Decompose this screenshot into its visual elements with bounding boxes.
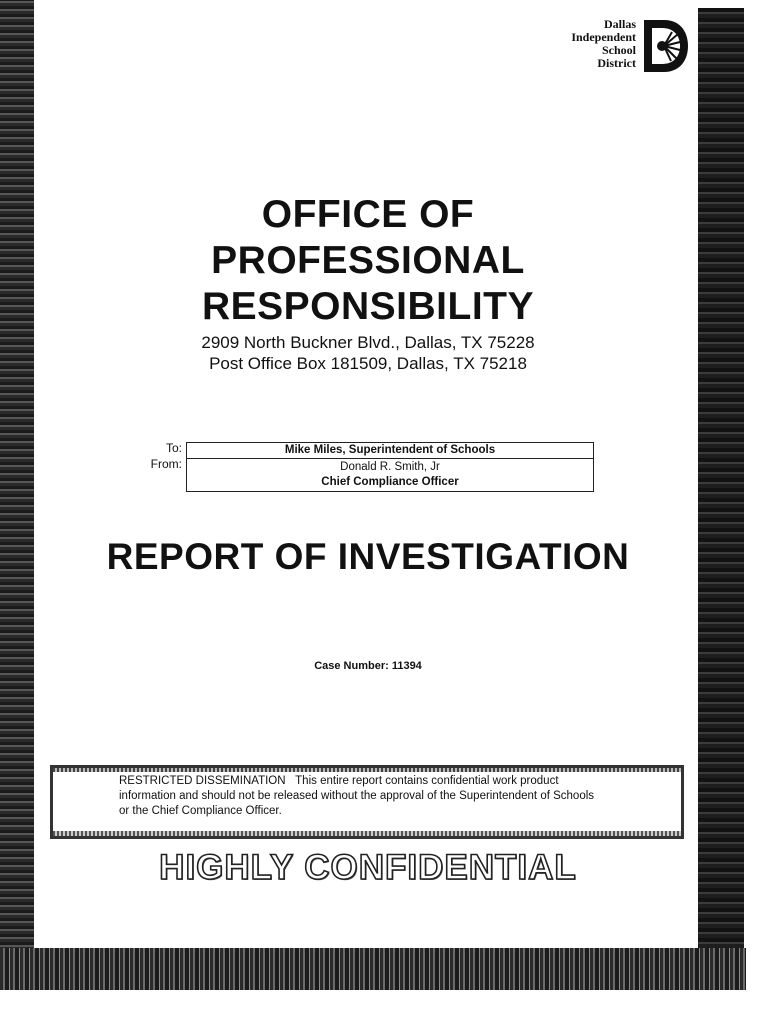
from-name: Donald R. Smith, Jr [340,461,440,473]
scan-edge-right [698,8,744,988]
office-title-line-1: OFFICE OF [261,193,475,236]
logo-line-2: Independent [571,30,636,44]
po-box-address: Post Office Box 181509, Dallas, TX 75218 [209,354,527,373]
memo-table [186,442,594,492]
from-sender [187,459,593,491]
restricted-line-1: This entire report contains confidential work product [295,775,559,787]
restricted-lead: RESTRICTED DISSEMINATION [119,775,286,787]
memo-labels [140,440,182,472]
restricted-dissemination-notice [50,765,684,839]
logo-line-3: School [601,43,636,57]
to-label: To: [165,441,182,455]
office-header [0,192,736,374]
from-label: From: [150,457,182,471]
restricted-notice-text [119,774,659,819]
street-address: 2909 North Buckner Blvd., Dallas, TX 75228 [201,333,535,352]
from-title: Chief Compliance Officer [321,476,459,488]
classification-stamp: HIGHLY CONFIDENTIAL [159,848,577,887]
restricted-line-3: or the Chief Compliance Officer. [119,805,282,817]
scan-edge-bottom [0,948,746,990]
to-recipient: Mike Miles, Superintendent of Schools [187,443,593,459]
logo-text [571,18,636,70]
office-title-line-2: PROFESSIONAL [211,239,525,282]
logo-line-4: District [597,56,636,70]
restricted-line-2: information and should not be released without the approval of the Superintendent of Schools [119,790,595,802]
case-number: Case Number: 11394 [314,660,422,672]
dallas-isd-logo-icon [642,18,690,74]
report-title: REPORT OF INVESTIGATION [106,536,630,577]
logo-line-1: Dallas [603,17,636,31]
scan-edge-left [0,0,34,990]
district-logo [560,16,690,76]
office-title-line-3: RESPONSIBILITY [201,285,535,328]
